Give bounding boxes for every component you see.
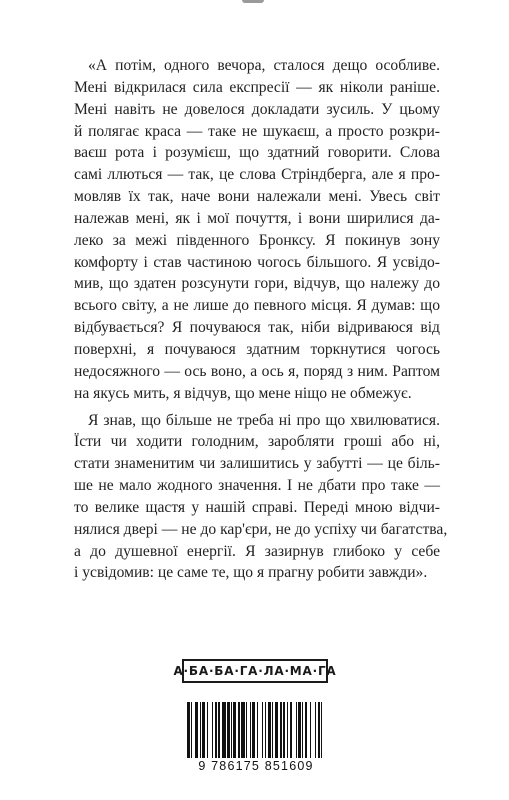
quote-text-block bbox=[74, 55, 448, 584]
text-line: «А потім, одного вечора, сталося дещо особливе. bbox=[88, 57, 440, 74]
text-line: то велике щастя у нашій справі. Переді мною відчи- bbox=[74, 498, 440, 516]
text-line: ваєш рота і розумієш, що здатний говорити. Слова bbox=[74, 144, 440, 162]
publisher-logo bbox=[173, 659, 337, 683]
text-line: поверхні, я почуваюся здатним торкнутися чогось bbox=[74, 340, 440, 358]
top-edge-dot bbox=[242, 0, 264, 3]
text-line: леко за межі південного Бронксу. Я покинув зону bbox=[74, 231, 440, 249]
text-line: належав мені, як і мої почуття, і вони ширилися да- bbox=[74, 209, 440, 227]
text-line: мив, що здатен розсунути гори, відчув, що належу до bbox=[74, 275, 440, 293]
text-line: Мені навіть не довелося докладати зусиль. У цьому bbox=[74, 100, 440, 118]
text-line: нялися двері — не до кар'єри, не до успіху чи багатства, bbox=[74, 520, 448, 538]
text-line: ше не мало жодного значення. І не дбати про таке — bbox=[74, 477, 440, 495]
text-line: Я знав, що більше не треба ні про що хвилюватися. bbox=[88, 411, 440, 429]
text-line: відбувається? Я почуваюся так, ніби відриваюся від bbox=[74, 319, 440, 337]
publisher-logo-text: А·БА·БА·ГА·ЛА·МА·ГА bbox=[173, 664, 337, 678]
text-line: мовляв їх так, наче вони належали мені. Увесь світ bbox=[74, 188, 440, 206]
quote-paragraph bbox=[74, 410, 448, 585]
isbn-number: 9 786175 851609 bbox=[198, 759, 314, 773]
text-line: самі ллються — так, це слова Стріндберга, але я про- bbox=[74, 166, 440, 184]
barcode-gap bbox=[322, 702, 325, 758]
top-edge-mark bbox=[0, 0, 509, 3]
text-line: всього світу, а не лише до певного місця. Я думав: що bbox=[74, 297, 440, 315]
text-line: недосяжного — ось воно, а ось я, поряд з ним. Раптом bbox=[74, 362, 440, 380]
text-line: Мені відкрилася сила експресії — як ніколи раніше. bbox=[74, 78, 440, 96]
text-line: Їсти чи ходити голодним, заробляти гроші або ні, bbox=[74, 433, 440, 451]
text-line: стати знаменитим чи залишитись у забутті — це біль- bbox=[74, 455, 440, 473]
isbn-barcode bbox=[187, 702, 325, 758]
text-line: і усвідомив: це саме те, що я прагну робити завжди». bbox=[74, 564, 428, 582]
text-line: а до душевної енергії. Я зазирнув глибоко у себе bbox=[74, 542, 440, 560]
quote-paragraph bbox=[74, 55, 440, 405]
text-line: комфорту і став частиною чогось більшого. Я усвідо- bbox=[74, 253, 440, 271]
text-line: на якусь мить, я відчув, що мене ніщо не обмежує. bbox=[74, 384, 412, 402]
text-line: й полягає краса — таке не шукаєш, а просто розкри- bbox=[74, 122, 440, 140]
